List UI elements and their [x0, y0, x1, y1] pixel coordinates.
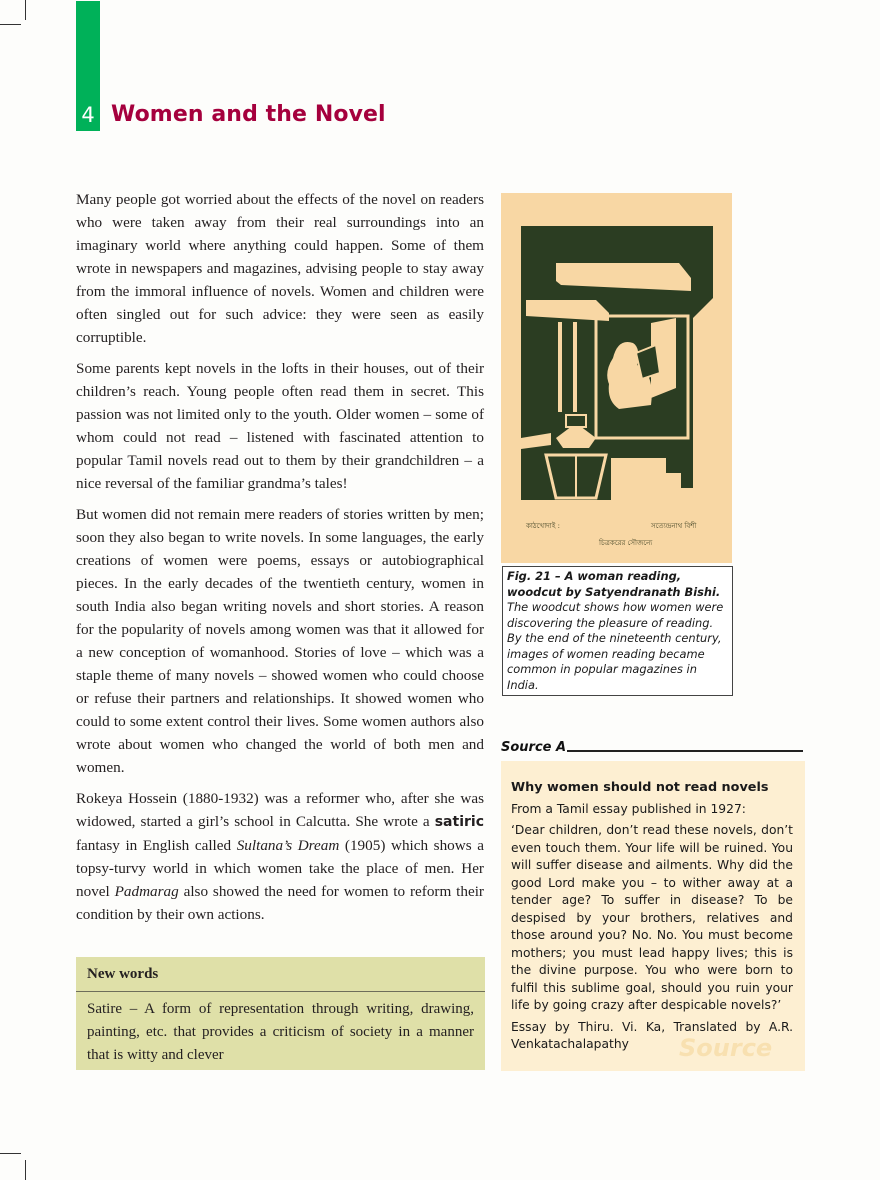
- svg-text:চিত্রকরের সৌজন্যে: চিত্রকরের সৌজন্যে: [599, 539, 653, 547]
- chapter-number: 4: [81, 103, 95, 127]
- paragraph-3: But women did not remain mere readers of stories written by men; soon they also began to write novels. In some languages, the early creations of women were poems, essays or autobiographical pieces. In the early decades of the twentieth century, women in south India also began writing novels and short stories. A reason for the popularity of novels among women was that it allowed for a new conception of womanhood. Stories of love – which was a staple theme of many novels – showed women who could choose or refuse their partners and relationships. It showed women who could to some extent control their lives. Some women authors also wrote about women who changed the world of both men and women.: [76, 506, 484, 776]
- svg-text:সত্যেন্দ্রনাথ বিশী: সত্যেন্দ্রনাথ বিশী: [651, 522, 697, 530]
- new-words-box: [76, 957, 485, 1070]
- keyword-satiric: satiric: [434, 814, 484, 830]
- woodcut-image: [501, 193, 732, 563]
- crop-mark: [0, 1153, 21, 1154]
- source-box: [501, 761, 805, 1071]
- new-words-heading: New words: [76, 957, 485, 992]
- crop-mark: [25, 0, 26, 20]
- source-quote: ‘Dear children, don’t read these novels, don’t even touch them. Your life will be ruined. You will suffer disease and ailments. Why did the good Lord make you – to wither away at a tender age? To suffer in disease? To be despised by your brothers, relatives and those around you? No. No. You must become mothers; you must lead happy lives; this is the divine purpose. You who were born to fulfil this sublime goal, should you ruin your life by going crazy after despicable novels?’: [511, 823, 793, 1012]
- figure-caption: [502, 566, 733, 696]
- chapter-title: Women and the Novel: [111, 102, 386, 127]
- source-label: Source A: [501, 740, 567, 755]
- source-credit: Essay by Thiru. Vi. Ka, Translated by A.R. Venkatachalapathy: [511, 1019, 793, 1051]
- book-title: Sultana’s Dream: [236, 837, 340, 854]
- body-text-column: [76, 188, 484, 934]
- source-watermark: Source: [679, 1034, 773, 1062]
- svg-text:কাঠখোদাই :: কাঠখোদাই :: [526, 522, 561, 530]
- book-title: Padmarag: [114, 883, 179, 900]
- crop-mark: [0, 24, 21, 25]
- new-words-definition: Satire – A form of representation through writing, drawing, painting, etc. that provides a criticism of society in a manner that is witty and clever: [87, 1001, 474, 1063]
- paragraph-1: Many people got worried about the effects of the novel on readers who were taken away from their real surroundings into an imaginary world where anything could happen. Some of them wrote in newspapers and magazines, advising people to stay away from the immoral influence of novels. Women and children were often singled out for such advice: they were seen as easily corruptible.: [76, 191, 484, 346]
- woodcut-illustration-icon: [501, 193, 732, 563]
- crop-mark: [25, 1160, 26, 1180]
- caption-title: Fig. 21 – A woman reading, woodcut by Satyendranath Bishi.: [507, 569, 721, 599]
- paragraph-2: Some parents kept novels in the lofts in their houses, out of their children’s reach. Young people often read them in secret. This passion was not limited only to the youth. Older women – some of whom could not read – listened with fascinated attention to popular Tamil novels read out to them by their grandchildren – a nice reversal of the familiar grandma’s tales!: [76, 360, 484, 492]
- source-rule: [567, 750, 803, 752]
- paragraph-4: Rokeya Hossein (1880-1932) was a reformer who, after she was widowed, started a girl’s school in Calcutta. She wrote a satiric fantasy in English called Sultana’s Dream (1905) which shows a topsy-turvy world in which women take the place of men. Her novel Padmarag also showed the need for women to reform their condition by their own actions.: [76, 790, 484, 923]
- source-title: Why women should not read novels: [511, 780, 769, 795]
- source-subtitle: From a Tamil essay published in 1927:: [511, 801, 746, 816]
- caption-text: The woodcut shows how women were discovering the pleasure of reading. By the end of the nineteenth century, images of women reading became common in popular magazines in India.: [507, 600, 724, 692]
